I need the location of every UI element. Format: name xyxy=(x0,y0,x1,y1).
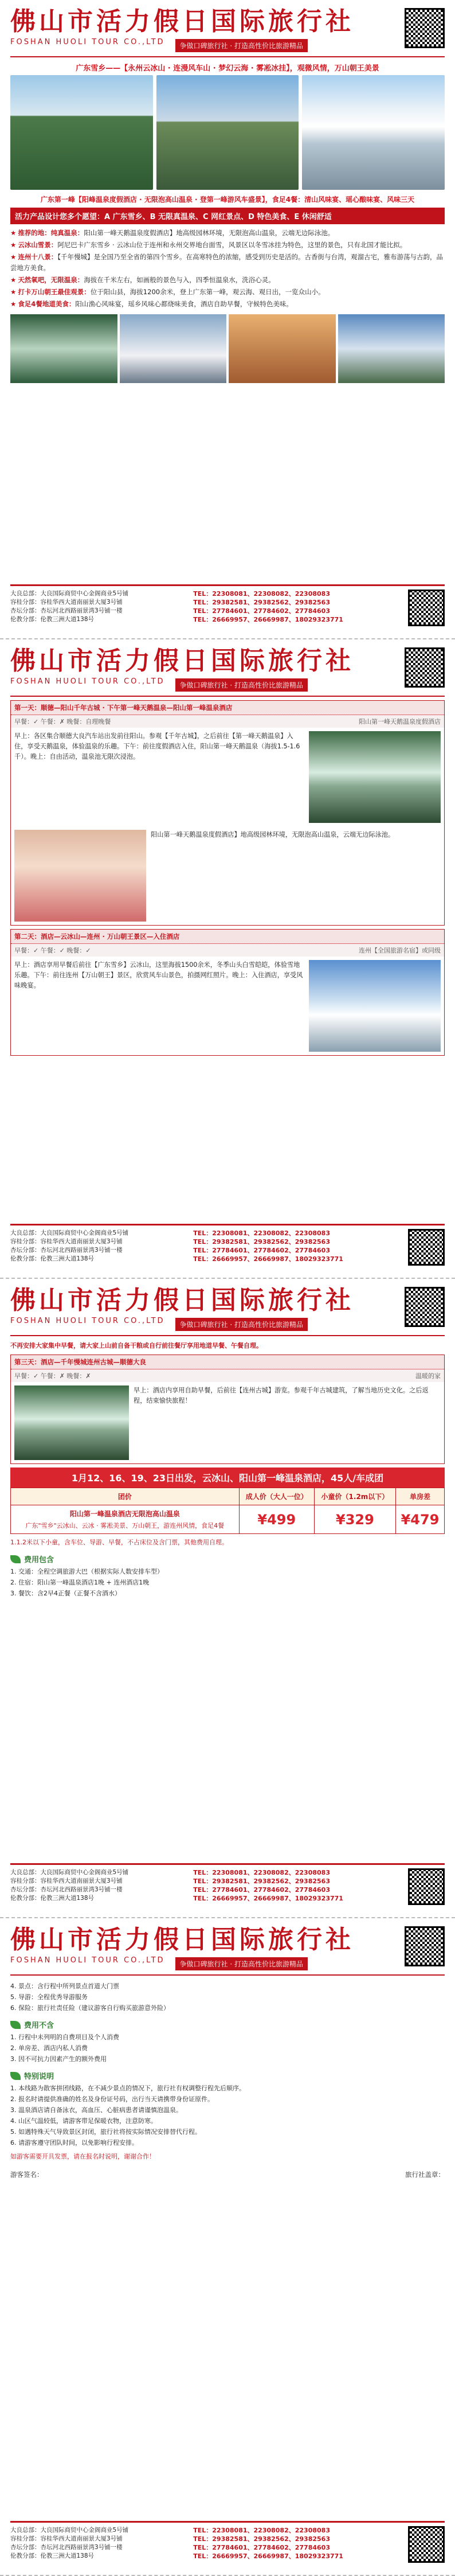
exclusion-item: 2. 单房差、酒店内私人消费 xyxy=(10,2044,88,2052)
photo-strip xyxy=(10,314,445,383)
waterfall-photo xyxy=(10,314,117,383)
address-line: 容桂分部：容桂华西大道南丽景大厦3号铺 xyxy=(10,599,123,606)
feature-item: ★ 推荐的地：纯真温泉：阳山第一峰天鹅温泉度假酒店】地高级园林环境，无限泡高山温泉，云端无边际泳池。 xyxy=(10,229,335,237)
wind-turbine-photo xyxy=(309,960,441,1052)
qr-code-icon xyxy=(405,1926,445,1966)
hotel-info: 阳山第一峰天鹅温泉度假酒店 xyxy=(359,718,441,725)
qr-code-icon xyxy=(408,1229,445,1266)
feature-item: ★ 云冰山雪景：阿尼巴卡广东雪乡 · 云冰山位于连州和永州交界地台面雪，风景区以冬雪冰挂为特色，这里的景色，只有北国才能比拟。 xyxy=(10,241,407,249)
star-icon: ★ xyxy=(10,288,17,296)
star-icon: ★ xyxy=(10,300,17,308)
address-line: 伦教分部：伦教三洲大道138号 xyxy=(10,2552,95,2559)
cost-item: 3. 餐饮：含2早4正餐（正餐不含酒水） xyxy=(10,1590,121,1597)
meal-info: 早餐：✓ 午餐：✗ 晚餐：✗ xyxy=(14,1372,91,1380)
day-2-box xyxy=(10,929,445,1056)
phone-line: TEL：27784601、27784602、27784603 xyxy=(193,1247,330,1254)
cost-item: 4. 景点：含行程中所列景点首道大门票 xyxy=(10,1982,119,1990)
page-3 xyxy=(0,1279,455,1918)
tip-item: 3. 温泉酒店请自备泳衣，高血压、心脏病患者请谨慎泡温泉。 xyxy=(10,2106,182,2114)
address-line: 大良总部：大良国际商贸中心金阁商业5号铺 xyxy=(10,1230,129,1236)
address-line: 容桂分部：容桂华西大道南丽景大厦3号铺 xyxy=(10,1878,123,1884)
tip-item: 2. 报名时请提供准确的姓名及身份证号码，出行当天请携带身份证原件。 xyxy=(10,2095,214,2103)
qr-code-icon xyxy=(408,590,445,626)
address-line: 容桂分部：容桂华西大道南丽景大厦3号铺 xyxy=(10,2535,123,2542)
cost-item: 6. 保险：旅行社责任险（建议游客自行购买旅游意外险） xyxy=(10,2004,170,2012)
brand-name: 佛山市活力假日国际旅行社 xyxy=(10,1286,354,1315)
brand-header xyxy=(10,8,445,57)
table-header-row xyxy=(11,1488,445,1505)
star-icon: ★ xyxy=(10,253,17,261)
table-header: 单房差 xyxy=(396,1488,445,1505)
leaf-icon xyxy=(10,2021,21,2029)
day-description: 早上：各区集合顺德大良汽车站出发前往阳山。参观【千年古城】，之后前往【第一峰天鹅温泉】入住，享受天鹅温泉，体验温泉的乐趣。下午：前往度假酒店入住，阳山第一峰天鹅温泉（海拔1.5-1.6千）。晚上：自由活动，温泉池无限次浸泡。 xyxy=(14,732,300,760)
phone-line: TEL：29382581、29382562、29382563 xyxy=(193,599,330,606)
day-description: 早上：酒店享用早餐后前往【广东雪乡】云冰山，这里海拔1500余米，冬季山头白雪皑皑，体验雪地乐趣。下午：前往连州【万山朝王】景区，欣赏风车山景色，拍摄网红照片。晚上：入住酒店，享受风味晚宴。 xyxy=(14,961,303,989)
section-header: 费用包含 xyxy=(10,1554,445,1564)
address-line: 大良总部：大良国际商贸中心金阁商业5号铺 xyxy=(10,590,129,597)
tip-item: 4. 山区气温较低，请游客带足保暖衣物，注意防寒。 xyxy=(10,2117,157,2125)
address-line: 伦教分部：伦教三洲大道138号 xyxy=(10,1255,95,1262)
price-note: 1.1.2米以下小童，含车位、导游、早餐，不占床位及含门票，其他费用自理。 xyxy=(10,1539,228,1546)
brand-name-en: FOSHAN HUOLI TOUR CO.,LTD xyxy=(10,1956,165,1965)
address-line: 容桂分部：容桂华西大道南丽景大厦3号铺 xyxy=(10,1238,123,1245)
day-3-box xyxy=(10,1355,445,1464)
star-icon: ★ xyxy=(10,276,17,284)
price-table xyxy=(10,1488,445,1534)
day-1-box xyxy=(10,700,445,926)
single-room-price: ¥479 xyxy=(396,1505,445,1534)
table-header: 团价 xyxy=(11,1488,240,1505)
hotel-info: 温暖的家 xyxy=(415,1372,441,1380)
brand-tagline: 争做口碑旅行社 · 打造高性价比旅游精品 xyxy=(175,678,308,692)
contact-footer xyxy=(10,2521,445,2570)
child-price: ¥329 xyxy=(314,1505,395,1534)
phone-line: TEL：22308081、22308082、22308083 xyxy=(193,590,330,598)
phone-line: TEL：27784601、27784602、27784603 xyxy=(193,2544,330,2551)
address-line: 伦教分部：伦教三洲大道138号 xyxy=(10,616,95,623)
table-header: 成人价（大人一位） xyxy=(239,1488,314,1505)
brand-tagline: 争做口碑旅行社 · 打造高性价比旅游精品 xyxy=(175,39,308,52)
day-title: 第一天：顺德—阳山千年古城 · 下午第一峰天鹅温泉—阳山第一峰温泉酒店 xyxy=(14,704,233,712)
qr-code-icon xyxy=(405,8,445,48)
address-line: 杏坛分部：杏坛河北西路丽景湾3号铺一楼 xyxy=(10,1247,123,1254)
food-photo xyxy=(229,314,336,383)
tourist-signature-label: 游客签名： xyxy=(10,2171,44,2179)
trip-subheadline: 广东第一峰【阳峰温泉度假酒店 · 无限泡高山温泉 · 登第一峰游风车盛景】，食足4餐：清山风味宴、瑶心酿味宴、风味三天 xyxy=(40,196,415,204)
exclusion-item: 3. 因不可抗力因素产生的额外费用 xyxy=(10,2055,107,2063)
leaf-icon xyxy=(10,1555,21,1563)
section-header: 特别说明 xyxy=(10,2070,445,2081)
hero-photos xyxy=(10,75,445,190)
phone-line: TEL：29382581、29382562、29382563 xyxy=(193,2535,330,2543)
phone-line: TEL：26669957、26669987、18029323771 xyxy=(193,616,343,623)
brand-name-en: FOSHAN HUOLI TOUR CO.,LTD xyxy=(10,1317,165,1325)
table-header: 小童价（1.2m以下） xyxy=(314,1488,395,1505)
meal-info: 早餐：✓ 午餐：✗ 晚餐：自理晚餐 xyxy=(14,718,111,725)
address-line: 伦教分部：伦教三洲大道138号 xyxy=(10,1895,95,1902)
waterfall-photo xyxy=(309,731,441,823)
hot-spring-photo xyxy=(14,830,146,922)
phone-line: TEL：22308081、22308082、22308083 xyxy=(193,1869,330,1876)
qr-code-icon xyxy=(405,647,445,688)
phone-line: TEL：29382581、29382562、29382563 xyxy=(193,1238,330,1246)
meal-info: 早餐：✓ 午餐：✓ 晚餐：✓ xyxy=(14,947,91,954)
tip-item: 6. 请游客遵守团队时间，以免影响行程安排。 xyxy=(10,2139,138,2146)
phone-line: TEL：26669957、26669987、18029323771 xyxy=(193,2552,343,2560)
contact-footer xyxy=(10,1863,445,1913)
adult-price: ¥499 xyxy=(239,1505,314,1534)
phone-line: TEL：27784601、27784602、27784603 xyxy=(193,1886,330,1894)
feature-banner: 活力产品设计您多个愿望：A 广东雪乡、B 无限真温泉、C 网红景点、D 特色美食、E 休闲舒适 xyxy=(10,208,445,224)
page-4 xyxy=(0,1918,455,2576)
brand-tagline: 争做口碑旅行社 · 打造高性价比旅游精品 xyxy=(175,1957,308,1970)
contact-footer xyxy=(10,1224,445,1273)
contact-footer xyxy=(10,584,445,634)
phone-line: TEL：26669957、26669987、18029323771 xyxy=(193,1255,343,1263)
cost-item: 5. 导游：全程优秀导游服务 xyxy=(10,1993,88,2001)
phone-line: TEL：29382581、29382562、29382563 xyxy=(193,1878,330,1885)
address-line: 大良总部：大良国际商贸中心金阁商业5号铺 xyxy=(10,1869,129,1876)
brand-name: 佛山市活力假日国际旅行社 xyxy=(10,7,354,36)
mountain-photo xyxy=(10,75,153,190)
feature-list xyxy=(10,228,445,310)
waterfall-photo xyxy=(156,75,299,190)
address-line: 大良总部：大良国际商贸中心金阁商业5号铺 xyxy=(10,2527,129,2534)
feature-item: ★ 打卡万山朝王最佳观景：位于阳山县，海拔1200余米，登上广东第一峰，观云海、观日出，一览众山小。 xyxy=(10,288,325,296)
tip-item: 1. 本线路为散客拼团线路，在不减少景点的情况下，旅行社有权调整行程先后顺序。 xyxy=(10,2085,245,2092)
brand-name: 佛山市活力假日国际旅行社 xyxy=(10,646,354,676)
feature-item: ★ 天然氧吧，无限温泉：海拔在千米左右，如画般的景色与入，四季恒温泉水，洗浴心灵。 xyxy=(10,276,275,284)
snow-mountain-photo xyxy=(120,314,227,383)
qr-code-icon xyxy=(405,1287,445,1327)
brand-name-en: FOSHAN HUOLI TOUR CO.,LTD xyxy=(10,677,165,686)
day-title: 第三天：酒店—千年慢城连州古城—顺德大良 xyxy=(14,1358,146,1366)
snow-photo xyxy=(302,75,445,190)
exclusion-item: 1. 行程中未列明的自费项目及个人消费 xyxy=(10,2034,119,2041)
address-line: 杏坛分部：杏坛河北西路丽景湾3号铺一楼 xyxy=(10,2544,123,2551)
brand-tagline: 争做口碑旅行社 · 打造高性价比旅游精品 xyxy=(175,1318,308,1331)
feature-item: ★ 食足4餐地道美食：阳山渔心风味宴，瑶乡风味心都烧味美食，酒店自助早餐，守候特色美味。 xyxy=(10,300,293,308)
day-description: 早上：酒店内享用自助早餐，后前往【连州古城】游览。参观千年古城建筑，了解当地历史文化。之后返程，结束愉快旅程！ xyxy=(134,1387,429,1404)
phone-line: TEL：22308081、22308082、22308083 xyxy=(193,2527,330,2534)
agency-stamp-label: 旅行社盖章： xyxy=(405,2171,445,2179)
hotel-info: 连州【全国旅游名宿】或同级 xyxy=(359,947,441,954)
table-row xyxy=(11,1505,445,1534)
section-header: 费用不含 xyxy=(10,2019,445,2030)
tip-item: 5. 如遇特殊天气导致景区封闭，旅行社将按实际情况安排替代行程。 xyxy=(10,2128,201,2136)
old-town-photo xyxy=(14,1385,129,1460)
qr-code-icon xyxy=(408,2526,445,2563)
brand-header xyxy=(10,647,445,697)
day-description: 阳山第一峰天鹅温泉度假酒店】地高级园林环境，无限泡高山温泉，云端无边际泳池。 xyxy=(151,831,395,838)
star-icon: ★ xyxy=(10,229,17,237)
trip-headline: 广东雪乡——【永州云冰山 · 连漫风车山 · 梦幻云海 · 雾凇冰挂】，观微风情，万山朝王美景 xyxy=(76,64,379,73)
price-banner: 1月12、16、19、23日出发，云冰山、阳山第一峰温泉酒店，45人/车成团 xyxy=(10,1467,445,1488)
warning-note: 如游客需要开具发票，请在报名时说明，谢谢合作！ xyxy=(10,2153,155,2160)
brand-header xyxy=(10,1926,445,1976)
brand-name: 佛山市活力假日国际旅行社 xyxy=(10,1925,354,1954)
feature-item: ★ 连州十八景：【千年慢城】是全国乃至全省的第四个雪乡。在高寒特色的浓缩，感受到历史是活的。古香街与台湾，观溜古宅，雅布游荡与古韵，品尝地方美食。 xyxy=(10,253,444,272)
phone-line: TEL：27784601、27784602、27784603 xyxy=(193,607,330,615)
signature-row xyxy=(10,2170,445,2179)
day-title: 第二天：酒店—云冰山—连州 · 万山朝王景区—入住酒店 xyxy=(14,932,180,940)
cost-item: 2. 住宿：阳山第一峰温泉酒店1晚 + 连州酒店1晚 xyxy=(10,1579,150,1586)
page-2 xyxy=(0,639,455,1279)
scenery-photo xyxy=(338,314,445,383)
price-item-desc: 广东"雪乡"云冰山、云冰 · 雾凇美景、万山朝王，游连州风情，食足4餐 xyxy=(25,1522,225,1529)
phone-line: TEL：22308081、22308082、22308083 xyxy=(193,1230,330,1237)
address-line: 杏坛分部：杏坛河北西路丽景湾3号铺一楼 xyxy=(10,1886,123,1893)
cost-item: 1. 交通：全程空调旅游大巴（根据实际人数安排车型） xyxy=(10,1568,163,1575)
leaf-icon xyxy=(10,2072,21,2080)
brand-header xyxy=(10,1287,445,1336)
price-item-title: 阳山第一峰温泉酒店无限泡高山温泉 xyxy=(69,1510,180,1518)
star-icon: ★ xyxy=(10,241,17,249)
address-line: 杏坛分部：杏坛河北西路丽景湾3号铺一楼 xyxy=(10,607,123,614)
brand-name-en: FOSHAN HUOLI TOUR CO.,LTD xyxy=(10,38,165,46)
page-1 xyxy=(0,0,455,639)
qr-code-icon xyxy=(408,1868,445,1905)
phone-line: TEL：26669957、26669987、18029323771 xyxy=(193,1895,343,1902)
itinerary-intro: 不再安排大家集中早餐，请大家上山前自备干粮或自行前往餐厅享用地道早餐、午餐自理。 xyxy=(10,1342,262,1349)
